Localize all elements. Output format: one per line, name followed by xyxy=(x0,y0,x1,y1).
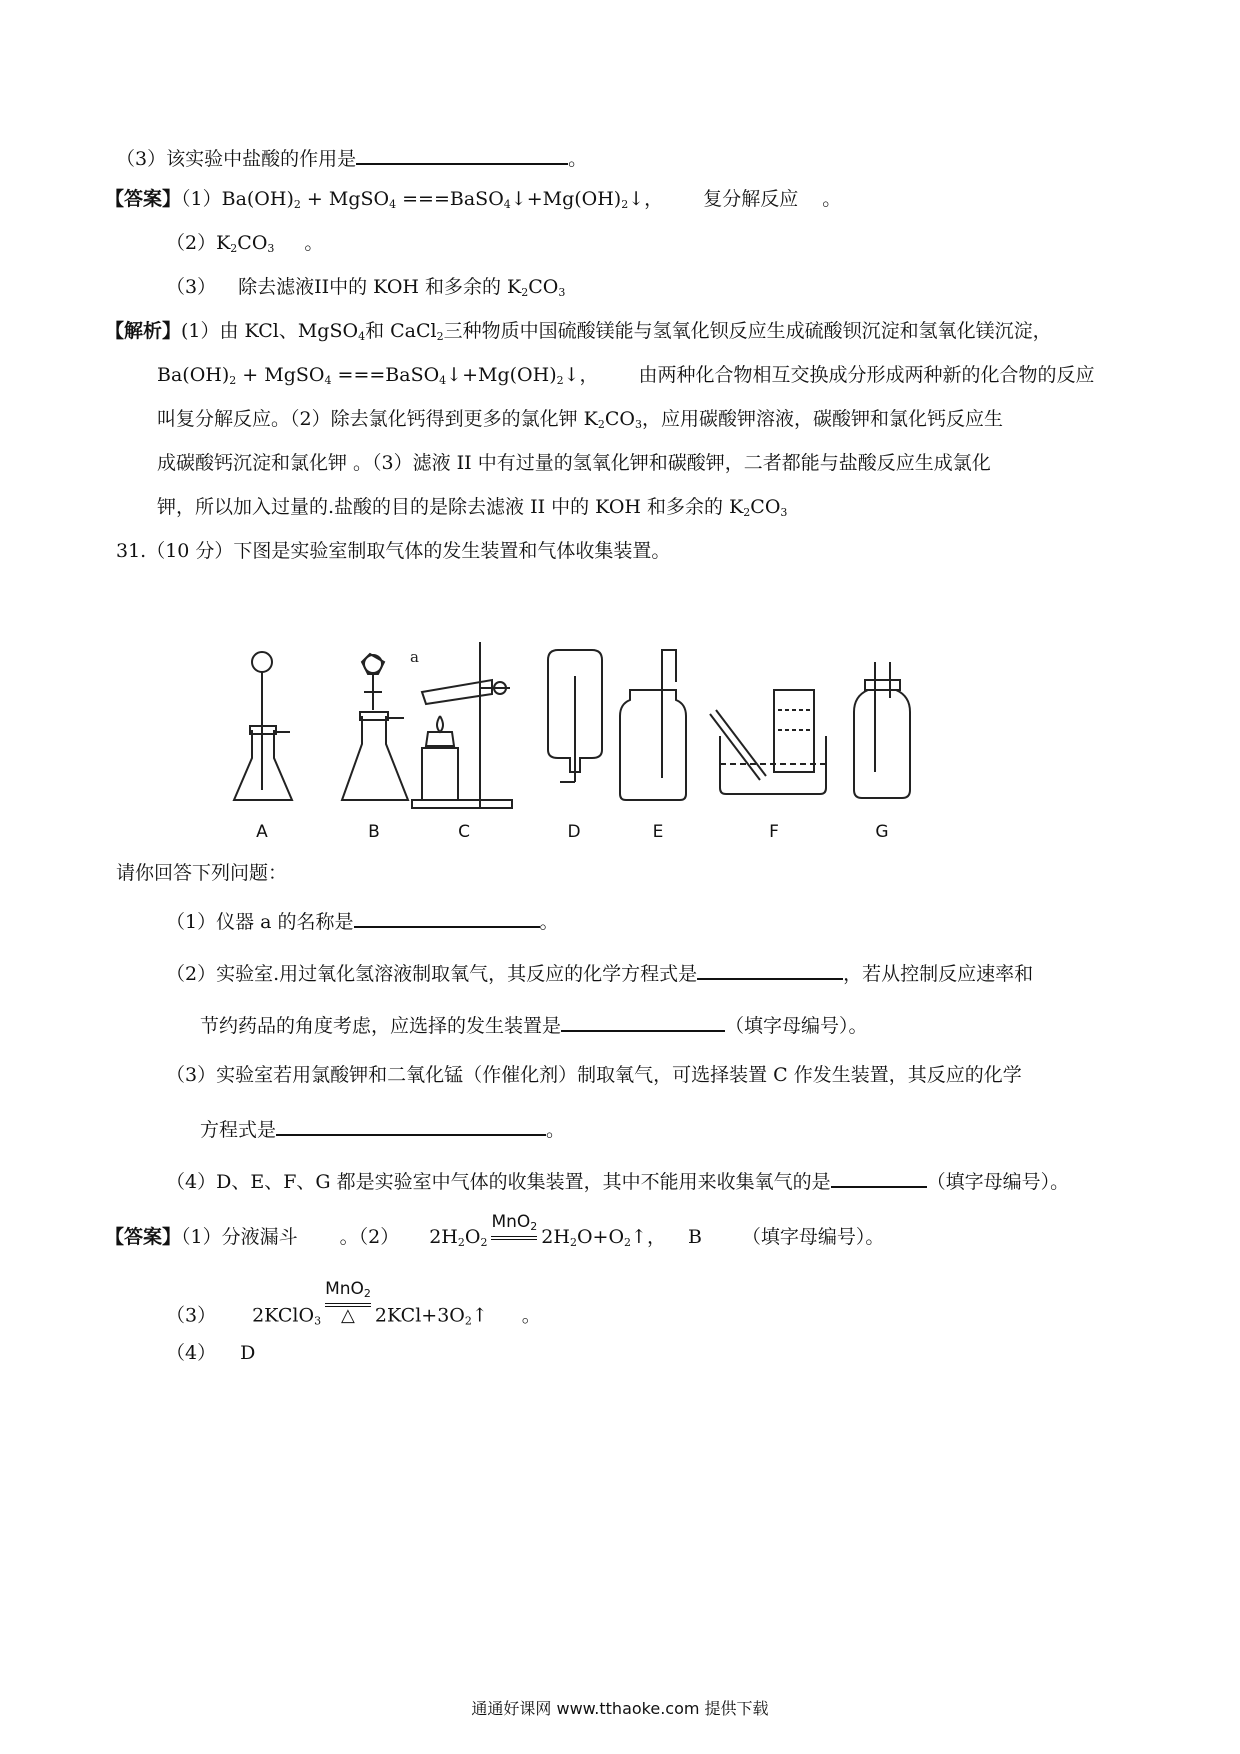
analysis-text: + MgSO xyxy=(236,364,325,386)
q31-prompt xyxy=(116,860,287,886)
answer30-text: （2）K xyxy=(166,232,231,254)
q30-part3 xyxy=(116,143,587,172)
fig-label-b: B xyxy=(368,822,380,842)
analysis-text: ===BaSO xyxy=(331,364,440,386)
fig-label-f: F xyxy=(769,822,779,842)
answer30-text: CO xyxy=(528,276,559,298)
analysis-text: ↓+Mg(OH) xyxy=(446,364,557,386)
analysis-text: 和 CaCl xyxy=(365,320,437,342)
analysis30-line2: $Ba(OH)_2$ + MgSO$_4$ $===BaSO_4↓+Mg(OH)_2↓$， 由两种化合物相互交换成分形成两种新的化合物的反应 xyxy=(157,364,1095,387)
equation-text: 2H xyxy=(429,1226,458,1248)
q31-prompt-text: 请你回答下列问题： xyxy=(116,862,288,884)
answer31-line2: （3） 2KClO$_3$ $\frac{MnO_2}{\triangle}$ $2KCl+3O_2↑$ 。 xyxy=(166,1279,541,1328)
equation-text: 2KCl+3O xyxy=(374,1304,465,1327)
answer31-choice: B xyxy=(687,1226,702,1248)
answer31-line1: 【答案】（1）分液漏斗 。（2） $2H_2O_2$ MnO$_2$ $2H_2O+O_2↑$， B （填字母编号）。 xyxy=(105,1211,885,1249)
answer31-choice: D xyxy=(240,1342,256,1364)
q31-part2 xyxy=(166,958,1033,987)
q31-part1 xyxy=(166,906,559,935)
answer31-text: （填字母编号）。 xyxy=(741,1226,885,1248)
answer30-text: ↓+Mg(OH) xyxy=(510,188,622,210)
answer31-text: 。（2） xyxy=(339,1226,400,1248)
answer31-text: 。 xyxy=(521,1304,541,1327)
answer30-text: ↓， xyxy=(628,188,664,210)
answer30-text: ===BaSO xyxy=(396,188,504,210)
analysis30-line1: 【解析】(1）由 KCl、MgSO$_4$和 CaCl$_2$三种物质中国硫酸镁能与氢氧化钡反应生成硫酸钡沉淀和氢氧化镁沉淀， xyxy=(105,320,1052,343)
answer-tag: 【答案】 xyxy=(105,1226,182,1248)
answer30-text: CO xyxy=(237,232,268,254)
analysis-text: 叫复分解反应。（2）除去氯化钙得到更多的氯化钾 K xyxy=(157,408,598,430)
analysis-text: (1）由 KCl、MgSO xyxy=(181,320,359,342)
answer31-text: （4） xyxy=(166,1342,217,1364)
apparatus-a xyxy=(234,652,292,800)
q31-part1-suffix: 。 xyxy=(539,911,559,933)
answer-blank[interactable] xyxy=(561,1010,725,1032)
catalyst-condition: MnO$_2$ xyxy=(491,1213,537,1240)
equation-text: O+O xyxy=(576,1226,625,1248)
answer-blank[interactable] xyxy=(356,143,568,165)
apparatus-drawing xyxy=(230,640,1030,820)
answer30-text: （1）Ba(OH) xyxy=(181,188,294,210)
equation-text: O xyxy=(464,1226,481,1248)
q31-part2b-suffix: （填字母编号）。 xyxy=(725,1015,868,1037)
answer-blank[interactable] xyxy=(697,958,843,980)
answer30-line2: $(2)K_2CO_3$ 。 xyxy=(166,232,324,255)
q31-title-text: 31.（10 分）下图是实验室制取气体的发生装置和气体收集装置。 xyxy=(116,540,671,562)
analysis-text: CO xyxy=(750,496,781,518)
analysis-text: 钾，所以加入过量的.盐酸的目的是除去滤液 II 中的 KOH 和多余的 K xyxy=(157,496,744,518)
analysis-text: 成碳酸钙沉淀和氯化钾 。（3）滤液 II 中有过量的氢氧化钾和碳酸钾，二者都能与盐酸反应生成氯化 xyxy=(157,452,991,474)
q31-part4-text: （4）D、E、F、G 都是实验室中气体的收集装置，其中不能用来收集氧气的是 xyxy=(166,1171,831,1193)
analysis-text: ↓， xyxy=(563,364,599,386)
apparatus-c xyxy=(412,642,512,808)
fig-label-e: E xyxy=(652,822,664,842)
catalyst-heat-condition: $\frac{MnO_2}{\triangle}$ xyxy=(325,1279,371,1326)
answer30-text: （3） xyxy=(166,276,217,298)
instrument-a-label: a xyxy=(410,648,419,666)
answer30-text: 除去滤液II中的 KOH 和多余的 K xyxy=(238,276,522,298)
answer31-text: （3） xyxy=(166,1304,217,1327)
q31-part3b xyxy=(200,1114,565,1143)
q31-part2-suffix: ，若从控制反应速率和 xyxy=(843,963,1034,985)
q31-part3-text: （3）实验室若用氯酸钾和二氧化锰（作催化剂）制取氧气，可选择装置 C 作发生装置，其反应的化学 xyxy=(166,1064,1022,1086)
apparatus-e xyxy=(620,650,686,800)
analysis-tag: 【解析】 xyxy=(105,320,182,342)
answer30-reaction-type: 复分解反应 xyxy=(703,188,799,210)
answer30-text: + MgSO xyxy=(300,188,390,210)
catalyst-text: MnO xyxy=(325,1279,364,1299)
q31-part3 xyxy=(166,1062,1022,1088)
answer-blank[interactable] xyxy=(354,906,540,928)
q31-part4-suffix: （填字母编号）。 xyxy=(926,1171,1070,1193)
q30-part3-text: （3）该实验中盐酸的作用是 xyxy=(116,148,357,170)
fig-label-c: C xyxy=(458,822,470,842)
answer-blank[interactable] xyxy=(831,1166,927,1188)
page-footer: 通通好课网 www.tthaoke.com 提供下载 xyxy=(471,1699,769,1718)
heat-symbol: △ xyxy=(341,1305,355,1326)
q31-part2-text: （2）实验室.用过氧化氢溶液制取氧气，其反应的化学方程式是 xyxy=(166,963,698,985)
q31-part1-text: （1）仪器 a 的名称是 xyxy=(166,911,354,933)
analysis-text: Ba(OH) xyxy=(157,364,230,386)
apparatus-b xyxy=(342,654,408,800)
answer31-line3 xyxy=(166,1340,255,1366)
analysis-text: 由两种化合物相互交换成分形成两种新的化合物的反应 xyxy=(638,364,1095,386)
answer31-text: （1）分液漏斗 xyxy=(181,1226,298,1248)
analysis30-line3: 叫复分解反应。（2）除去氯化钙得到更多的氯化钾 $K_2CO_3$，应用碳酸钾溶液，碳酸钾和氯化钙反应生 xyxy=(157,408,1003,431)
q31-title xyxy=(116,538,670,564)
apparatus-figure xyxy=(230,640,1030,840)
q31-part2b-text: 节约药品的角度考虑，应选择的发生装置是 xyxy=(200,1015,562,1037)
analysis30-line4 xyxy=(157,450,991,476)
apparatus-f xyxy=(710,690,826,794)
analysis-text: CO xyxy=(604,408,635,430)
answer30-line3: （3） 除去滤液II中的 KOH 和多余的 $K_2CO_3$ xyxy=(166,276,566,299)
analysis30-line5: 钾，所以加入过量的.盐酸的目的是除去滤液 II 中的 KOH 和多余的 $K_2CO_3$ xyxy=(157,496,788,519)
q31-part3b-text: 方程式是 xyxy=(200,1119,277,1141)
apparatus-g xyxy=(854,662,910,798)
answer-blank[interactable] xyxy=(276,1114,546,1136)
answer30-text: 。 xyxy=(822,188,842,210)
fig-label-d: D xyxy=(567,822,581,842)
answer30-text: 。 xyxy=(304,232,324,254)
q31-part2b xyxy=(200,1010,868,1039)
equation-text: ↑， xyxy=(631,1226,666,1248)
equation-text: 2KClO xyxy=(252,1304,315,1327)
q31-part3b-suffix: 。 xyxy=(546,1119,566,1141)
analysis-text: ，应用碳酸钾溶液，碳酸钾和氯化钙反应生 xyxy=(641,408,1003,430)
answer30-line1: 【答案】$(1)Ba(OH)_2$ + MgSO$_4$ $===BaSO_4↓+Mg(OH)_2↓$， 复分解反应 。 xyxy=(105,188,842,211)
fig-label-g: G xyxy=(875,822,889,842)
analysis-text: 三种物质中国硫酸镁能与氢氧化钡反应生成硫酸钡沉淀和氢氧化镁沉淀， xyxy=(443,320,1052,342)
q31-part4 xyxy=(166,1166,1069,1195)
answer-tag: 【答案】 xyxy=(105,188,182,210)
equation-text: 2H xyxy=(541,1226,570,1248)
catalyst-text: MnO xyxy=(491,1211,531,1232)
equation-text: ↑ xyxy=(471,1304,488,1327)
fig-label-a: A xyxy=(256,822,268,842)
apparatus-d xyxy=(548,650,602,782)
q30-part3-suffix: 。 xyxy=(568,148,588,170)
